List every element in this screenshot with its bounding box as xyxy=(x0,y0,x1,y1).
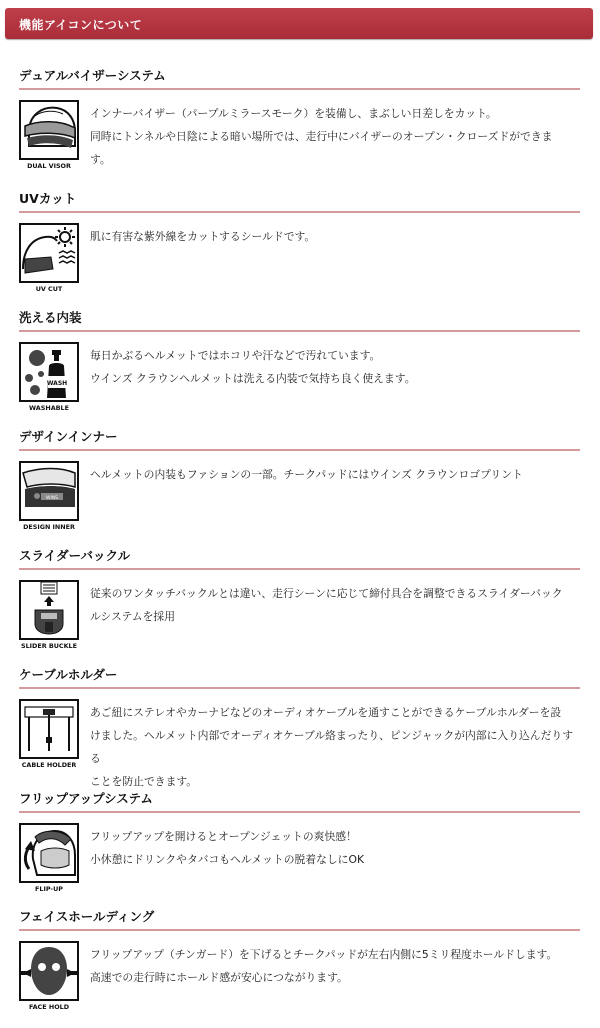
section-title: UVカット xyxy=(19,191,77,206)
section-divider xyxy=(19,449,580,451)
description-line: 同時にトンネルや日陰による暗い場所では、走行中にバイザーのオープン・クローズドができま xyxy=(90,130,553,143)
description-line: 高速での走行時にホールド感が安心につながります。 xyxy=(90,971,348,984)
description-line: フリップアップ（チンガード）を下げるとチークパッドが左右内側に5ミリ程度ホールドします。 xyxy=(90,948,558,961)
icon-caption: UV CUT xyxy=(35,285,63,293)
section-description xyxy=(90,582,582,628)
icon-caption: DESIGN INNER xyxy=(23,523,75,531)
description-line: す。 xyxy=(90,153,111,166)
section-title: ケーブルホルダー xyxy=(19,667,118,682)
feature-icon-box xyxy=(19,941,79,1011)
description-line: ウインズ クラウンヘルメットは洗える内装で気持ち良く使えます。 xyxy=(90,372,416,385)
description-line: けました。ヘルメット内部でオーディオケーブル絡まったり、ピンジャックが内部に入り込んだりする xyxy=(90,729,573,765)
uv-cut-icon xyxy=(21,225,77,281)
section-title: フェイスホールディング xyxy=(19,909,155,924)
dual-visor-icon xyxy=(21,102,77,158)
description-line: フリップアップを開けるとオープンジェットの爽快感！ xyxy=(90,830,357,843)
section-title: 洗える内装 xyxy=(19,310,82,325)
description-line: 毎日かぶるヘルメットではホコリや汗などで汚れています。 xyxy=(90,349,381,362)
section-description xyxy=(90,344,582,390)
icon-caption: FACE HOLD xyxy=(28,1003,69,1011)
svg-text:WASH: WASH xyxy=(46,380,68,387)
section-title: デュアルバイザーシステム xyxy=(19,68,166,83)
section-divider xyxy=(19,687,580,689)
description-line: インナーバイザー（パープルミラースモーク）を装備し、まぶしい日差しをカット。 xyxy=(90,107,497,120)
section-divider xyxy=(19,929,580,931)
section-title: デザインインナー xyxy=(19,429,118,444)
description-line: ヘルメットの内装もファションの一部。チークパッドにはウインズ クラウンロゴプリント xyxy=(90,468,523,481)
section-divider xyxy=(19,330,580,332)
face-hold-icon xyxy=(21,943,77,999)
feature-icon-box xyxy=(19,823,79,893)
description-line: 従来のワンタッチバックルとは違い、走行シーンに応じて締付具合を調整できるスライダーバック xyxy=(90,587,563,600)
feature-icon-box xyxy=(19,580,79,650)
section-divider xyxy=(19,88,580,90)
slider-buckle-icon xyxy=(21,582,77,638)
section-description xyxy=(90,102,582,171)
description-line: 肌に有害な紫外線をカットするシールドです。 xyxy=(90,230,316,243)
description-line: ルシステムを採用 xyxy=(90,610,176,623)
feature-icon-box xyxy=(19,699,79,769)
section-description xyxy=(90,463,582,486)
feature-icon-box xyxy=(19,461,79,531)
section-description xyxy=(90,225,582,248)
section-divider xyxy=(19,811,580,813)
description-line: ことを防止できます。 xyxy=(90,775,198,788)
section-title: スライダーバックル xyxy=(19,548,131,563)
section-divider xyxy=(19,211,580,213)
washable-icon xyxy=(21,344,77,400)
cable-holder-icon xyxy=(21,701,77,757)
icon-caption: DUAL VISOR xyxy=(27,162,71,170)
feature-icon-box xyxy=(19,100,79,170)
svg-text:WINS: WINS xyxy=(46,496,58,501)
feature-icon-box xyxy=(19,223,79,293)
section-divider xyxy=(19,568,580,570)
section-description xyxy=(90,943,582,989)
icon-caption: SLIDER BUCKLE xyxy=(20,642,77,650)
icon-caption: FLIP-UP xyxy=(35,885,63,893)
icon-caption: CABLE HOLDER xyxy=(21,761,77,769)
section-title: フリップアップシステム xyxy=(19,791,153,806)
header-bar xyxy=(5,8,593,39)
section-description xyxy=(90,825,582,871)
feature-icon-box xyxy=(19,342,79,412)
flip-up-icon xyxy=(21,825,77,881)
header-title: 機能アイコンについて xyxy=(19,18,143,32)
description-line: あご紐にステレオやカーナビなどのオーディオケーブルを通すことができるケーブルホルダーを設 xyxy=(90,706,562,719)
section-description xyxy=(90,701,582,793)
icon-caption: WASHABLE xyxy=(29,404,69,412)
description-line: 小休憩にドリンクやタバコもヘルメットの脱着なしにOK xyxy=(90,853,365,866)
design-inner-icon xyxy=(21,463,77,519)
